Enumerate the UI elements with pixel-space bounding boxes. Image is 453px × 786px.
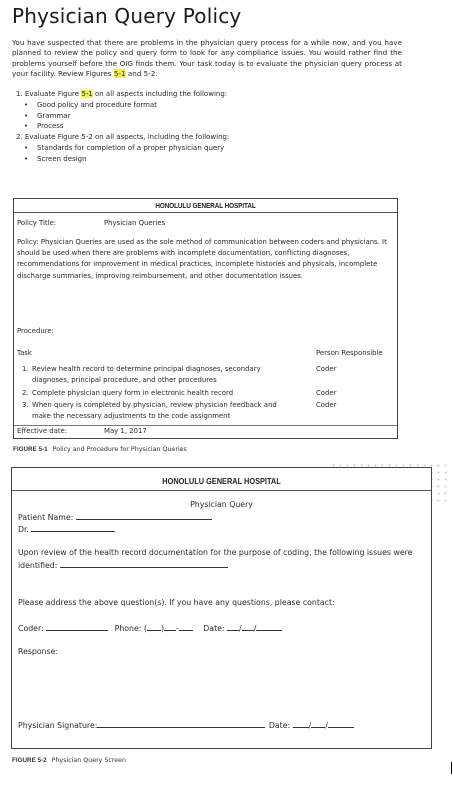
policy-text: Policy: Physician Queries are used as the sole method of communication between coders and physicians. It should be used when there are problems with incomplete documentation, conflicting diagnoses, recommendations for improvement in medical practices, incomplete histories and physicals, incomplete discharge summaries, improving reimbursement, and other documentation issues. — [17, 238, 387, 280]
review-text: Upon review of the health record documentation for the purpose of coding, the following issues were — [18, 548, 413, 557]
figure-caption: FIGURE 5-1 Policy and Procedure for Physician Queries — [13, 446, 187, 453]
signature-date-label: Date: — [268, 721, 291, 730]
signature-date-month[interactable] — [293, 720, 309, 728]
task-list — [16, 89, 229, 165]
hospital-header: HONOLULU GENERAL HOSPITAL — [155, 201, 256, 210]
coder-field[interactable] — [46, 623, 108, 631]
identified-row — [18, 560, 228, 570]
figure-caption: FIGURE 5-2 Physician Query Screen — [12, 757, 127, 764]
date-slash: / — [308, 721, 312, 730]
response-area[interactable] — [18, 658, 418, 713]
task-1-bullet: • Grammar — [16, 111, 229, 122]
doctor-label: Dr. — [18, 525, 29, 534]
coder-label: Coder: — [18, 624, 44, 633]
identified-issues-field[interactable] — [60, 560, 228, 568]
signature-date-day[interactable] — [308, 720, 325, 730]
header-divider — [12, 490, 431, 491]
contact-instructions: Please address the above question(s). If you have any questions, please contact: — [18, 598, 335, 607]
signature-field[interactable] — [97, 720, 265, 728]
date-day-field[interactable] — [242, 623, 254, 631]
response-label: Response: — [18, 647, 59, 656]
signature-date-year[interactable] — [328, 720, 354, 728]
date-year-field[interactable] — [253, 623, 282, 633]
intro-text-2: and 5-2. — [125, 69, 158, 79]
person-responsible: Coder — [316, 401, 337, 409]
patient-name-field[interactable] — [76, 512, 212, 520]
policy-title-value: Physician Queries — [104, 219, 166, 227]
signature-row — [18, 720, 354, 730]
policy-title-label: Policy Title: — [17, 219, 57, 227]
intro-paragraph — [12, 38, 402, 80]
person-responsible: Coder — [316, 365, 337, 373]
task-column-header: Task — [17, 349, 32, 357]
header-divider — [14, 212, 397, 213]
hospital-header: HONOLULU GENERAL HOSPITAL — [162, 476, 281, 486]
phone-line-field[interactable] — [179, 623, 193, 631]
intro-text-1: You have suspected that there are problems in the physician query process for a while now, and you have planned to review the policy and query form to look for any compliance issues. You would rather find the problems yourself before the OIG finds them. Your task today is to evaluate the physician query process at your facility. Review Figures — [12, 38, 402, 79]
phone-paren: ( — [143, 624, 147, 633]
doctor-row — [18, 524, 115, 534]
date-slash: / — [239, 624, 242, 633]
procedure-label: Procedure: — [17, 327, 54, 335]
date-label: Date: — [203, 624, 225, 633]
procedure-step: 3. When query is completed by physician, review physician feedback and make the necessary adjustments to the code assignment — [22, 401, 277, 420]
figure-highlight: 5-1 — [113, 69, 126, 79]
effective-date-label: Effective date: — [17, 427, 68, 435]
task-2: 2. Evaluate Figure 5-2 on all aspects, including the following: — [16, 133, 230, 142]
person-column-header: Person Responsible — [316, 349, 383, 357]
date-month-field[interactable] — [227, 623, 239, 631]
patient-name-row — [18, 512, 212, 522]
phone-prefix-field[interactable] — [164, 623, 176, 631]
identified-label: identified: — [18, 561, 58, 570]
phone-label: Phone: — [114, 624, 142, 633]
date-slash: / — [325, 721, 328, 730]
phone-area-field[interactable] — [147, 623, 161, 631]
signature-label: Physician Signature: — [18, 721, 98, 730]
page-title: Physician Query Policy — [12, 4, 242, 28]
task-1-bullet: • Good policy and procedure format — [16, 100, 229, 111]
task-2-bullet: • Screen design — [16, 154, 229, 165]
phone-dash: - — [175, 624, 179, 633]
person-responsible: Coder — [316, 389, 337, 397]
task-1-bullet: • Process — [16, 121, 229, 132]
contact-row — [18, 623, 282, 633]
procedure-step: 2. Complete physician query form in electronic health record — [22, 389, 234, 397]
phone-paren: ) — [160, 624, 164, 633]
query-form-screen — [11, 467, 432, 749]
date-slash: / — [253, 624, 257, 633]
patient-name-label: Patient Name: — [18, 513, 74, 522]
doctor-field[interactable] — [31, 524, 115, 532]
policy-document-box — [13, 198, 398, 439]
form-title: Physician Query — [190, 500, 253, 509]
text-cursor — [451, 762, 452, 774]
effective-date-value: May 1, 2017 — [104, 427, 147, 435]
figure-highlight: 5-1 — [81, 90, 93, 98]
task-1: 1. Evaluate Figure 5-1 on all aspects including the following: — [16, 90, 228, 98]
task-2-bullet: • Standards for completion of a proper physician query — [16, 143, 229, 154]
effective-divider — [14, 425, 397, 426]
procedure-step: 1. Review health record to determine principal diagnoses, secondary diagnoses, principal procedure, and other procedures — [22, 365, 261, 384]
